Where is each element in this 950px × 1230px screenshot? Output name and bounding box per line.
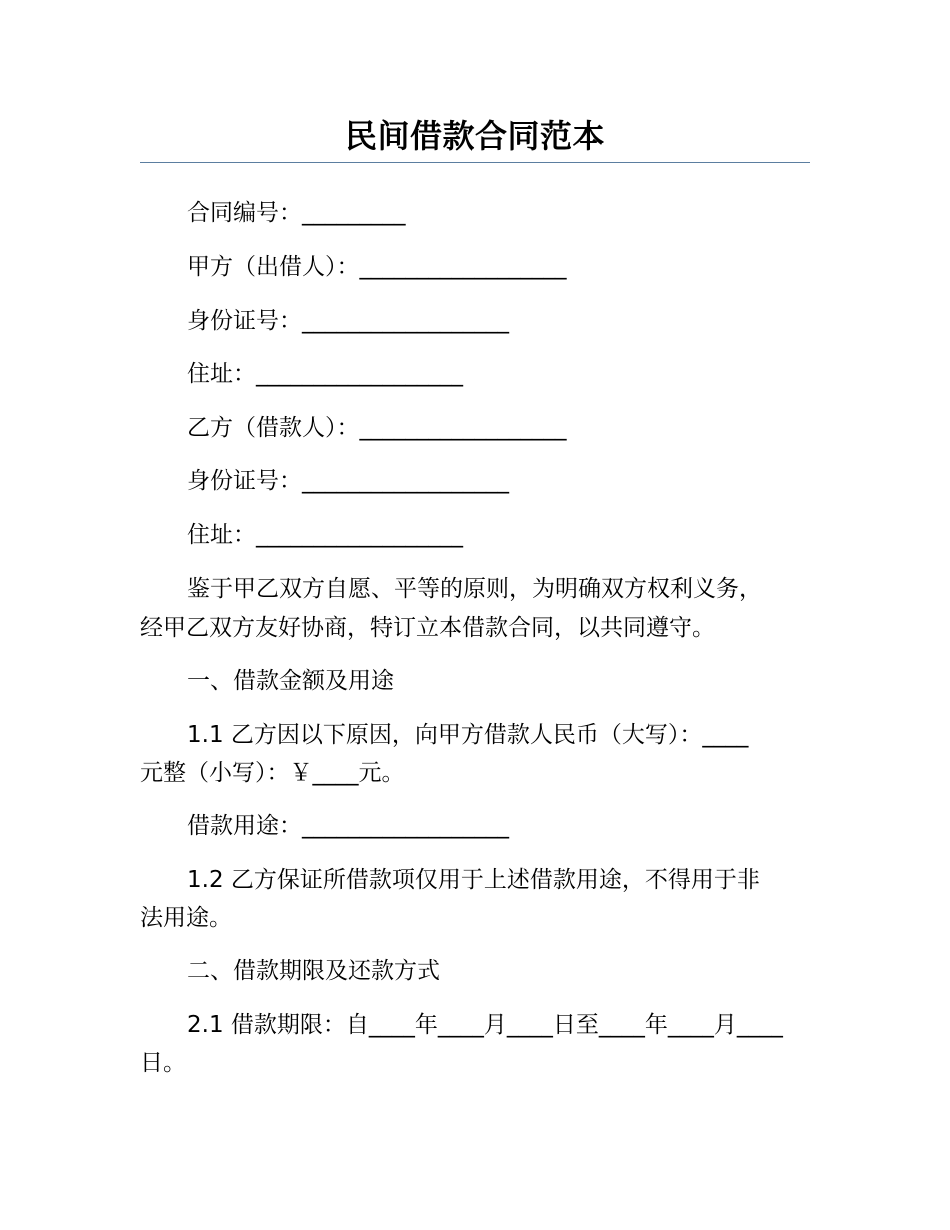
clause-1-1-line-2: 元整（小写）：￥____元。	[140, 760, 405, 786]
document-title: 民间借款合同范本	[344, 117, 605, 155]
party-a-id-line: 身份证号：__________________	[187, 308, 509, 334]
preamble-line-1: 鉴于甲乙双方自愿、平等的原则，为明确双方权利义务，	[187, 576, 762, 602]
section-2-heading: 二、借款期限及还款方式	[187, 958, 440, 984]
clause-1-1-line-1: 1.1 乙方因以下原因，向甲方借款人民币（大写）：____	[187, 722, 749, 748]
party-b-line: 乙方（借款人）：__________________	[187, 415, 567, 441]
contract-number-line: 合同编号：_________	[187, 200, 406, 226]
clause-1-2-line-2: 法用途。	[140, 905, 232, 931]
party-b-id-line: 身份证号：__________________	[187, 468, 509, 494]
party-b-address-line: 住址：__________________	[187, 522, 463, 548]
title-underline	[140, 162, 810, 163]
section-1-heading: 一、借款金额及用途	[187, 668, 394, 694]
loan-purpose-line: 借款用途：__________________	[187, 813, 509, 839]
document-page	[140, 0, 810, 1230]
clause-1-2-line-1: 1.2 乙方保证所借款项仅用于上述借款用途，不得用于非	[187, 867, 760, 893]
party-a-address-line: 住址：__________________	[187, 361, 463, 387]
clause-2-1-line-2: 日。	[140, 1050, 186, 1076]
clause-2-1-line-1: 2.1 借款期限：自____年____月____日至____年____月____	[187, 1012, 783, 1038]
preamble-line-2: 经甲乙双方友好协商，特订立本借款合同，以共同遵守。	[140, 615, 715, 641]
party-a-line: 甲方（出借人）：__________________	[187, 254, 567, 280]
